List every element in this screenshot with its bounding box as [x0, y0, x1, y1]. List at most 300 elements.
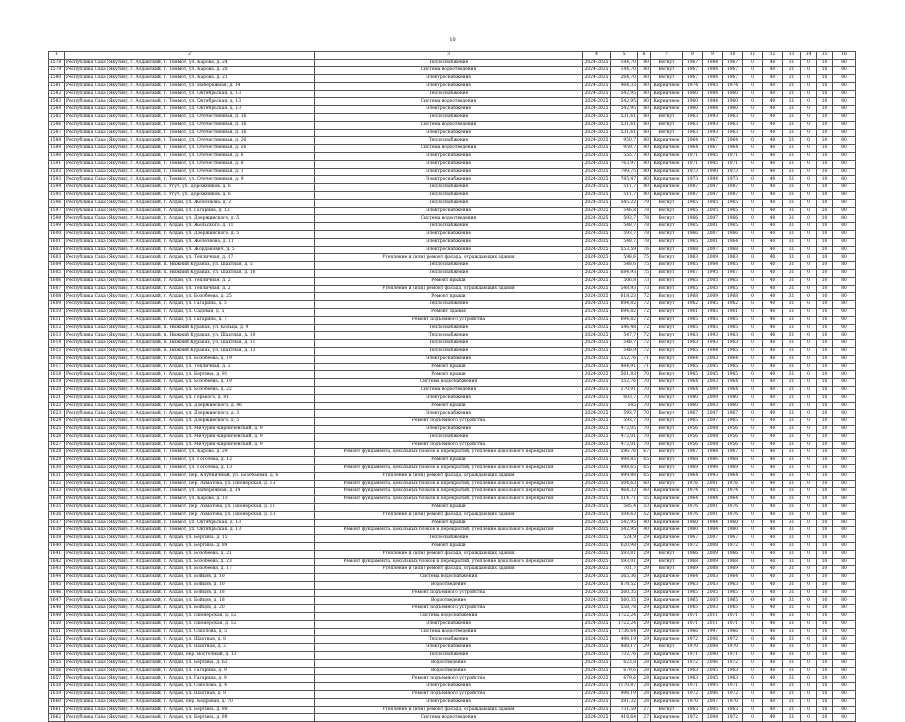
table-cell: 1960	[723, 402, 743, 410]
table-cell: 10	[817, 691, 833, 699]
table-cell: 55	[638, 496, 651, 504]
table-cell: 0	[801, 90, 817, 98]
table-cell: Республика Саха (Якутия), г. Алданский, с. Угут, ул. Дорожников, д. 6	[65, 192, 315, 200]
table-cell: 10	[817, 503, 833, 511]
table-cell: 10	[817, 277, 833, 285]
table-cell: 1965	[723, 418, 743, 426]
table-cell: 1722,24	[611, 620, 638, 628]
table-cell: 1960	[683, 90, 703, 98]
table-cell: 1967	[723, 535, 743, 543]
table-cell: 1963	[723, 706, 743, 714]
table-cell: Вогнут	[651, 472, 683, 480]
table-cell: Кирпичное	[651, 153, 683, 161]
table-cell: 1965	[723, 277, 743, 285]
table-cell: 1604	[49, 262, 65, 270]
table-cell: Кирпичное	[651, 82, 683, 90]
table-cell: 498,19	[611, 691, 638, 699]
table-cell: 0	[743, 449, 763, 457]
table-row	[49, 441, 856, 449]
table-cell: 40	[763, 231, 783, 239]
table-cell: 2024-2025	[583, 488, 611, 496]
table-cell: 10	[817, 75, 833, 83]
table-cell: 0	[801, 386, 817, 394]
table-cell: 1964	[723, 238, 743, 246]
table-cell: 1579	[49, 67, 65, 75]
table-cell: 31	[783, 363, 801, 371]
table-cell: 80	[833, 519, 856, 527]
table-cell: 1629	[49, 457, 65, 465]
table-cell: 0	[743, 106, 763, 114]
table-cell: 1993	[703, 121, 723, 129]
table-cell: 80	[833, 691, 856, 699]
table-cell: 80	[833, 301, 856, 309]
table-cell: Кирпичное	[651, 652, 683, 660]
table-cell: 80	[833, 324, 856, 332]
table-cell: Кирпичное	[651, 698, 683, 706]
table-row	[49, 675, 856, 683]
table-cell: 2024-2025	[583, 402, 611, 410]
table-cell: 0	[801, 301, 817, 309]
table-cell: Республика Саха (Якутия), г. Алданский, г. Алдан, ул. Бозобеева, д. 22	[65, 386, 315, 394]
table-cell: Вогнут	[651, 316, 683, 324]
table-cell: 80	[638, 176, 651, 184]
table-cell: 1997	[703, 628, 723, 636]
table-cell: 2024-2025	[583, 628, 611, 636]
table-row	[49, 355, 856, 363]
table-cell: Республика Саха (Якутия), г. Алданский, г. Алдан, пер. Кедровая, д. 70	[65, 698, 315, 706]
table-cell: 2001	[703, 511, 723, 519]
table-cell: Система водоснабжения	[315, 574, 583, 582]
table-cell: 1967	[723, 410, 743, 418]
table-cell: 31	[783, 574, 801, 582]
table-cell: 1616	[49, 355, 65, 363]
table-cell: 31	[783, 98, 801, 106]
table-cell: 732,76	[611, 652, 638, 660]
table-cell: 31	[783, 223, 801, 231]
table-cell: 593,7	[611, 215, 638, 223]
table-cell: 80	[638, 153, 651, 161]
table-cell: 2024-2025	[583, 379, 611, 387]
table-cell: 70	[638, 379, 651, 387]
table-cell: 80	[833, 457, 856, 465]
table-cell: 40	[763, 129, 783, 137]
table-cell: 10	[817, 542, 833, 550]
table-cell: 542,95	[611, 98, 638, 106]
table-cell: 40	[763, 363, 783, 371]
table-cell: 31	[783, 519, 801, 527]
table-cell: 10	[817, 386, 833, 394]
table-row	[49, 176, 856, 184]
table-cell: Система водоотведения	[315, 714, 583, 722]
table-cell: Кирпичное	[651, 574, 683, 582]
table-cell: 0	[743, 535, 763, 543]
table-row	[49, 316, 856, 324]
table-cell: 80	[638, 168, 651, 176]
table-cell: 31	[783, 480, 801, 488]
table-cell: Республика Саха (Якутия), г. Алданский, г. Алдан, ул. Дзержинского, д. 46	[65, 402, 315, 410]
table-cell: Республика Саха (Якутия), г. Алданский, г. Томмот, ул. Октябрьская, д. 13	[65, 527, 315, 535]
table-cell: 31	[783, 347, 801, 355]
table-cell: 40	[763, 574, 783, 582]
table-cell: 40	[763, 160, 783, 168]
table-cell: 0	[743, 698, 763, 706]
table-cell: 0	[743, 433, 763, 441]
table-cell: 10	[817, 402, 833, 410]
table-cell: 2009	[703, 550, 723, 558]
table-row	[49, 550, 856, 558]
table-cell: 2003	[703, 605, 723, 613]
table-cell: 1653	[49, 644, 65, 652]
table-cell: 1966	[683, 628, 703, 636]
table-cell: 2024-2025	[583, 597, 611, 605]
table-cell: 1971	[723, 620, 743, 628]
table-cell: 1965	[723, 605, 743, 613]
table-cell: Республика Саха (Якутия), г. Алданский, г. Алдан, ул. Бойцов, д. 18	[65, 589, 315, 597]
table-cell: 620,98	[611, 542, 638, 550]
table-cell: 80	[833, 192, 856, 200]
table-cell: 1970	[723, 644, 743, 652]
table-cell: 1587	[49, 129, 65, 137]
table-cell: 80	[638, 75, 651, 83]
table-cell: 2011	[703, 613, 723, 621]
table-cell: 1967	[703, 145, 723, 153]
table-cell: 504,63	[611, 511, 638, 519]
table-cell: 40	[763, 386, 783, 394]
table-cell: 60	[638, 480, 651, 488]
table-cell: 31	[783, 488, 801, 496]
table-cell: Республика Саха (Якутия), г. Алданский, г. Алдан, ул. Садовая, д. 5	[65, 309, 315, 317]
table-cell: 0	[743, 340, 763, 348]
table-row	[49, 605, 856, 613]
table-cell: 10	[817, 145, 833, 153]
table-cell: 0	[801, 238, 817, 246]
table-cell: 1973	[723, 168, 743, 176]
table-row	[49, 519, 856, 527]
table-cell: 2024-2025	[583, 527, 611, 535]
table-cell: 40	[763, 285, 783, 293]
table-cell: Республика Саха (Якутия), г. Алданский, г. Алдан, ул. Дзержинского, д. 3	[65, 410, 315, 418]
table-cell: 0	[801, 457, 817, 465]
table-cell: 1608	[49, 293, 65, 301]
table-cell: 0	[801, 285, 817, 293]
table-cell: 1995	[703, 270, 723, 278]
table-cell: 1960	[723, 519, 743, 527]
table-cell: Вогнут	[651, 410, 683, 418]
table-cell: 1593	[49, 176, 65, 184]
table-cell: 1971	[723, 160, 743, 168]
table-cell: 80	[833, 176, 856, 184]
table-cell: Вогнут	[651, 277, 683, 285]
table-cell: 546,48	[611, 324, 638, 332]
table-cell: 2024-2025	[583, 231, 611, 239]
table-cell: Ремонт крыши	[315, 363, 583, 371]
table-row	[49, 691, 856, 699]
table-cell: 2024-2025	[583, 589, 611, 597]
table-cell: 10	[817, 698, 833, 706]
table-cell: 10	[817, 129, 833, 137]
table-cell: 1960	[683, 527, 703, 535]
table-cell: 0	[801, 379, 817, 387]
table-cell: 0	[743, 270, 763, 278]
table-cell: 31	[783, 121, 801, 129]
table-cell: 1580	[49, 75, 65, 83]
table-cell: 1961	[683, 309, 703, 317]
table-row	[49, 667, 856, 675]
table-cell: 80	[833, 316, 856, 324]
table-cell: 1615	[49, 347, 65, 355]
table-cell: 1985	[703, 153, 723, 161]
table-cell: 2024-2025	[583, 659, 611, 667]
table-cell: Республика Саха (Якутия), г. Алданский, г. Алдан, ул. Горького, д. 81	[65, 394, 315, 402]
table-cell: Кирпичное	[651, 605, 683, 613]
table-cell: 545	[611, 402, 638, 410]
table-cell: 10	[817, 301, 833, 309]
table-cell: 1640	[49, 542, 65, 550]
table-cell: 0	[801, 114, 817, 122]
table-cell: 40	[763, 714, 783, 722]
table-cell: 1648	[49, 605, 65, 613]
table-cell: 0	[801, 309, 817, 317]
table-cell: 0	[743, 75, 763, 83]
table-cell: 1995	[703, 683, 723, 691]
table-cell: 2024-2025	[583, 301, 611, 309]
table-cell: 40	[763, 270, 783, 278]
table-cell: 80	[833, 714, 856, 722]
table-cell: Водоотведение	[315, 667, 583, 675]
registry-sheet	[48, 51, 856, 722]
table-cell: 80	[638, 59, 651, 67]
table-cell: 10	[817, 652, 833, 660]
table-cell: Республика Саха (Якутия), г. Алданский, г. Алдан, ул. Бозобеева, д. 17	[65, 566, 315, 574]
table-cell: Вогнут	[651, 371, 683, 379]
table-cell: Электроснабжение	[315, 238, 583, 246]
table-cell: 1984	[703, 496, 723, 504]
table-cell: 80	[833, 379, 856, 387]
table-cell: Вогнут	[651, 199, 683, 207]
table-cell: 0	[801, 511, 817, 519]
table-cell: 71	[638, 363, 651, 371]
table-cell: Кирпичное	[651, 535, 683, 543]
table-cell: Ремонт подъемного устройства	[315, 589, 583, 597]
table-cell: 80	[638, 184, 651, 192]
table-cell: Вогнут	[651, 254, 683, 262]
table-cell: 80	[833, 223, 856, 231]
table-cell: 1620	[49, 386, 65, 394]
table-cell: 1993	[703, 129, 723, 137]
table-cell: 0	[743, 59, 763, 67]
table-cell: 29	[638, 566, 651, 574]
table-cell: 31	[783, 418, 801, 426]
table-cell: Кирпичное	[651, 613, 683, 621]
table-cell: 40	[763, 667, 783, 675]
table-cell: Республика Саха (Якутия), г. Алданский, г. Томмот, ул. Гоголева, д. 13	[65, 464, 315, 472]
column-header: 1	[49, 52, 65, 60]
table-cell: 596,76	[611, 449, 638, 457]
table-cell: 1656	[49, 667, 65, 675]
table-cell: 1966	[683, 231, 703, 239]
table-cell: 80	[833, 199, 856, 207]
table-cell: 40	[763, 106, 783, 114]
table-cell: 0	[743, 581, 763, 589]
table-cell: 40	[763, 254, 783, 262]
table-cell: 10	[817, 168, 833, 176]
table-row	[49, 285, 856, 293]
table-cell: 70	[638, 441, 651, 449]
table-cell: 694,82	[611, 301, 638, 309]
table-cell: Республика Саха (Якутия), г. Алданский, г. Алдан, ул. Бертина, д. 62	[65, 659, 315, 667]
table-cell: 1976	[683, 503, 703, 511]
table-cell: 2007	[703, 535, 723, 543]
table-cell: Вогнут	[651, 207, 683, 215]
table-row	[49, 75, 856, 83]
table-cell: 1588	[49, 137, 65, 145]
table-cell: 31	[783, 511, 801, 519]
table-cell: 80	[833, 605, 856, 613]
table-cell: 1963	[723, 667, 743, 675]
table-cell: 0	[743, 457, 763, 465]
table-cell: Кирпичное	[651, 691, 683, 699]
table-cell: 1956	[723, 425, 743, 433]
table-cell: 40	[763, 527, 783, 535]
table-cell: 1984	[703, 347, 723, 355]
table-cell: 1963	[723, 129, 743, 137]
table-cell: 40	[763, 410, 783, 418]
table-cell: Кирпичное	[651, 488, 683, 496]
table-cell: 1658	[49, 683, 65, 691]
table-cell: 10	[817, 82, 833, 90]
table-cell: 1993	[703, 472, 723, 480]
table-cell: Кирпичное	[651, 620, 683, 628]
table-cell: 1972	[723, 659, 743, 667]
table-cell: 40	[763, 168, 783, 176]
table-cell: 1985	[703, 160, 723, 168]
table-cell: 1969	[683, 566, 703, 574]
table-cell: 0	[801, 652, 817, 660]
table-cell: 1965	[683, 316, 703, 324]
table-cell: 1964	[723, 574, 743, 582]
table-cell: Вогнут	[651, 223, 683, 231]
table-cell: 0	[743, 160, 763, 168]
table-cell: 2024-2025	[583, 620, 611, 628]
table-cell: Республика Саха (Якутия), г. Алданский, г. Алдан, ул. Бертина, д. 89	[65, 706, 315, 714]
table-cell: 80	[833, 683, 856, 691]
table-cell: 1956	[683, 441, 703, 449]
table-cell: 79	[638, 199, 651, 207]
table-cell: 1976	[723, 503, 743, 511]
table-cell: Республика Саха (Якутия), г. Алданский, г. Томмот, ул. Карова, д. 13	[65, 496, 315, 504]
table-cell: 31	[783, 667, 801, 675]
table-cell: 1609	[49, 301, 65, 309]
table-cell: 0	[743, 691, 763, 699]
table-cell: 1965	[723, 199, 743, 207]
table-cell: 75	[638, 262, 651, 270]
table-cell: 2005	[703, 371, 723, 379]
table-cell: 2009	[703, 293, 723, 301]
table-cell: Ремонт фундамента, цокольных блоков и перекрытий, утепление цокольного перекрытия	[315, 480, 583, 488]
table-cell: 31	[783, 254, 801, 262]
table-cell: 40	[763, 457, 783, 465]
table-cell: 40	[763, 324, 783, 332]
table-cell: 694,82	[611, 309, 638, 317]
table-cell: 0	[801, 683, 817, 691]
table-cell: Республика Саха (Якутия), г. Алданский, г. Томмот, ул. Отечественная, д. 16	[65, 129, 315, 137]
table-cell: 40	[763, 488, 783, 496]
table-cell: 2024-2025	[583, 613, 611, 621]
table-cell: 31	[783, 160, 801, 168]
table-cell: Кирпичное	[651, 145, 683, 153]
table-cell: 1963	[683, 340, 703, 348]
table-cell: 53	[638, 503, 651, 511]
table-cell: Ремонт фундамента, цокольных блоков и перекрытий, утепление цокольного перекрытия	[315, 558, 583, 566]
table-cell: 0	[743, 355, 763, 363]
table-cell: 1170,87	[611, 683, 638, 691]
table-cell: Республика Саха (Якутия), г. Алданский, г. Алдан, пер. Восточный, д. 13	[65, 652, 315, 660]
table-cell: Республика Саха (Якутия), г. Алданский, г. Алдан, ул. Пионерская, д. 12	[65, 613, 315, 621]
table-cell: 2007	[703, 215, 723, 223]
table-cell: Республика Саха (Якутия), г. Алданский, г. Алдан, ул. Жорданович, д. 5	[65, 246, 315, 254]
table-cell: 80	[833, 644, 856, 652]
table-cell: 472,05	[611, 425, 638, 433]
table-cell: Теплоснабжение	[315, 270, 583, 278]
table-cell: 40	[763, 153, 783, 161]
table-cell: 0	[801, 168, 817, 176]
table-cell: 1963	[683, 332, 703, 340]
table-cell: 0	[743, 628, 763, 636]
table-cell: 593,7	[611, 410, 638, 418]
table-cell: 1963	[683, 581, 703, 589]
table-cell: 560,35	[611, 589, 638, 597]
table-cell: 959,7	[611, 145, 638, 153]
table-row	[49, 683, 856, 691]
table-row	[49, 98, 856, 106]
table-cell: 31	[783, 137, 801, 145]
table-row	[49, 129, 856, 137]
table-cell: 10	[817, 636, 833, 644]
table-cell: 31	[783, 309, 801, 317]
table-cell: Республика Саха (Якутия), г. Алданский, г. Алдан, ул. Бозобеева, д. 25	[65, 293, 315, 301]
table-cell: 1617	[49, 363, 65, 371]
table-cell: 1965	[723, 316, 743, 324]
table-cell: 10	[817, 316, 833, 324]
table-cell: 2024-2025	[583, 496, 611, 504]
table-cell: Республика Саха (Якутия), г. Алданский, г. Алдан, ул. Пионерская, д. 12	[65, 620, 315, 628]
table-cell: 80	[833, 441, 856, 449]
table-cell: Ремонт крыши	[315, 293, 583, 301]
table-cell: 1964	[723, 137, 743, 145]
table-cell: 2008	[703, 425, 723, 433]
table-cell: Республика Саха (Якутия), г. Алданский, г. Алдан, ул. Бойцов, д. 18	[65, 597, 315, 605]
table-cell: Вогнут	[651, 363, 683, 371]
table-cell: 40	[763, 597, 783, 605]
table-cell: 31	[783, 691, 801, 699]
table-cell: 731,59	[611, 706, 638, 714]
table-row	[49, 620, 856, 628]
table-cell: Республика Саха (Якутия), г. Алданский, г. Алдан, ул. Тепличная, д. 2	[65, 277, 315, 285]
table-cell: 0	[801, 480, 817, 488]
table-cell: Кирпичное	[651, 519, 683, 527]
table-cell: 1971	[723, 652, 743, 660]
table-cell: 80	[833, 262, 856, 270]
table-cell: 0	[743, 199, 763, 207]
table-cell: 1990	[703, 168, 723, 176]
table-cell: Ремонт крыши	[315, 542, 583, 550]
table-cell: 0	[743, 207, 763, 215]
table-cell: 80	[833, 145, 856, 153]
table-cell: 0	[743, 293, 763, 301]
table-cell: 40	[763, 82, 783, 90]
table-cell: Ремонт подъемного устройства	[315, 675, 583, 683]
table-cell: 684,93	[611, 270, 638, 278]
